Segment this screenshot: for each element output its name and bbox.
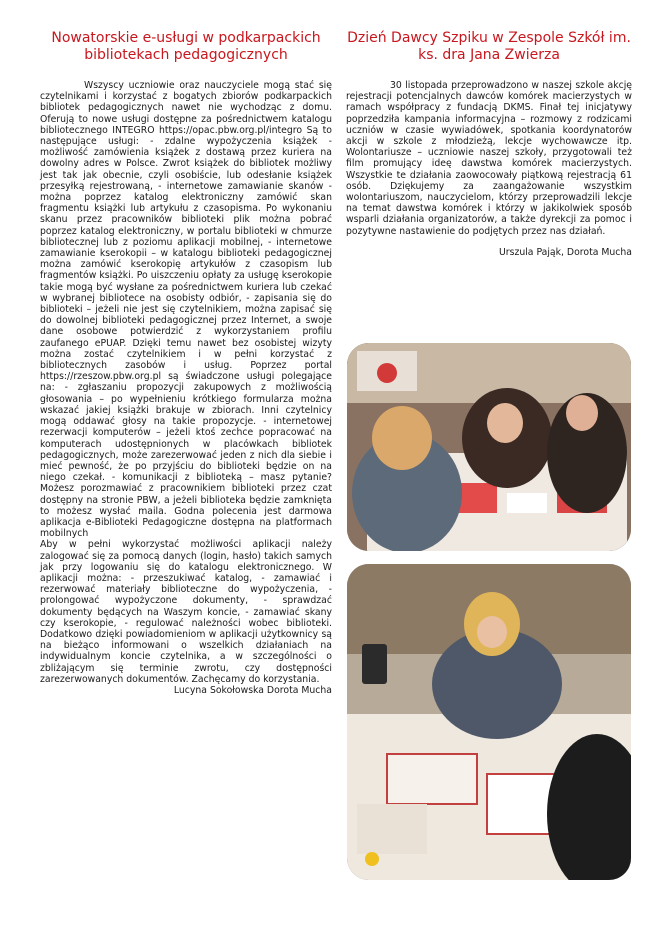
article-left-paragraph-2: Aby w pełni wykorzystać możliwości aplikacji należy zalogować się za pomocą danych (login, hasło) takich samych jak przy logowaniu się do katalogu elektronicznego. W aplikacji można: - przeszukiwać katalog, - zamawiać i rezerwować materiały biblioteczne do wypożyczenia, - prolongować wypożyczone dokumenty, - sprawdzać dokumenty będących na Waszym koncie, - zamawiać skany czy kserokopie, - regulować należności wobec biblioteki. Dodatkowo dzięki powiadomieniom w aplikacji użytkownicy są na bieżąco informowani o wszelkich działaniach na indywidualnym koncie czytelnika, a w szczególności o zbliżającym się terminie zwrotu, czy dostępności zarezerwowanych dokumentów. Zachęcamy do korzystania.: [40, 539, 332, 685]
article-right-paragraph-1: 30 listopada przeprowadzono w naszej szkole akcję rejestracji potencjalnych dawców komórek macierzystych w ramach współpracy z fundacją DKMS. Finał tej inicjatywy poprzedziła kampania informacyjna – rozmowy z rodzicami uczniów w czasie wywiadówek, spotkania koordynatorów akcji w szkole z młodzieżą, lekcje wychowawcze itp. Wolontariusze – uczniowie naszej szkoły, przygotowali też film promujący ideę dawstwa komórek macierzystych. Wszystkie te działania zaowocowały piątkową rejestracją 61 osób. Dziękujemy za zaangażowanie wszystkim wolontariuszom, nauczycielom, którzy przeprowadzili lekcje na temat dawstwa komórek i którzy w jakikolwiek sposób wsparli działania organizatorów, a także dyrekcji za pomoc i pozytywne nastawienie do podjętych przez nas działań.: [346, 80, 632, 237]
article-left-paragraph-1: Wszyscy uczniowie oraz nauczyciele mogą stać się czytelnikami i korzystać z bogatych zbiorów podkarpackich bibliotek pedagogicznych nawet nie wychodząc z domu. Oferują to nowe usługi dostępne za pośrednictwem katalogu bibliotecznego INTEGRO https://opac.pbw.org.pl/integro Są to następujące usługi: - zdalne wypożyczenia książek - możliwość zamówienia książek z dostawą przez kuriera na dowolny adres w Polsce. Zwrot książek do bibliotek możliwy jest tak jak obecnie, czyli osobiście, lub odesłanie książek przesyłką rejestrowaną, - internetowe zamawianie skanów - można poprzez katalog elektroniczny zamówić skan fragmentu książki lub artykułu z czasopisma. Po wykonaniu skanu przez pracowników biblioteki plik można pobrać poprzez katalog elektroniczny, w portalu biblioteki w chmurze bibliotecznej lub z poziomu aplikacji mobilnej, - internetowe zamawianie kserokopii – w katalogu biblioteki pedagogicznej można zamówić kserokopię artykułów z czasopism lub fragmentów książki. Po uiszczeniu opłaty za usługę kserokopie takie mogą być wysłane za pośrednictwem kuriera lub czekać w wybranej bibliotece na osobisty odbiór, - zapisania się do biblioteki – jeżeli nie jest się czytelnikiem, można zapisać się do dowolnej biblioteki pedagogicznej przez Internet, a swoje dane osobowe potwierdzić z wykorzystaniem profilu zaufanego ePUAP. Dzięki temu nawet bez osobistej wizyty można zostać czytelnikiem i w pełni korzystać z bibliotecznych zasobów i usług. Poprzez portal https://rzeszow.pbw.org.pl są świadczone usługi polegające na: - zgłaszaniu propozycji zakupowych z możliwością głosowania – po wypełnieniu krótkiego formularza można wskazać jakiej książki brakuje w zbiorach. Inni czytelnicy mogą oddawać głosy na takie propozycje. - internetowej rezerwacji komputerów – jeżeli ktoś zechce popracować na komputerach udostępnionych w placówkach bibliotek pedagogicznych, może zarezerwować jeden z nich dla siebie i mieć pewność, że po przyjściu do biblioteki będzie on na niego czekał. - komunikacji z biblioteką – masz pytanie? Możesz porozmawiać z pracownikiem biblioteki przez czat dostępny na stronie PBW, a jeżeli biblioteka będzie zamknięta to możesz wysłać maila. Godna polecenia jest darmowa aplikacja e-Biblioteki Pedagogiczne dostępna na platformach mobilnych: [40, 80, 332, 540]
article-right-signature: Urszula Pająk, Dorota Mucha: [498, 246, 632, 258]
photo-volunteers-writing: [347, 564, 631, 880]
article-right-title: Dzień Dawcy Szpiku w Zespole Szkół im. ks. dra Jana Zwierza: [347, 30, 631, 63]
article-left: [40, 30, 332, 696]
photo-registration-table: [347, 343, 631, 551]
article-left-title: Nowatorskie e-usługi w podkarpackich bibliotekach pedagogicznych: [51, 30, 321, 63]
photo-volunteers-writing-image: [347, 564, 631, 880]
photo-registration-table-image: [347, 343, 631, 551]
article-left-signature: Lucyna Sokołowska Dorota Mucha: [173, 684, 332, 696]
article-right: [346, 30, 632, 258]
article-right-body: [346, 80, 632, 237]
article-left-body: [40, 80, 332, 539]
